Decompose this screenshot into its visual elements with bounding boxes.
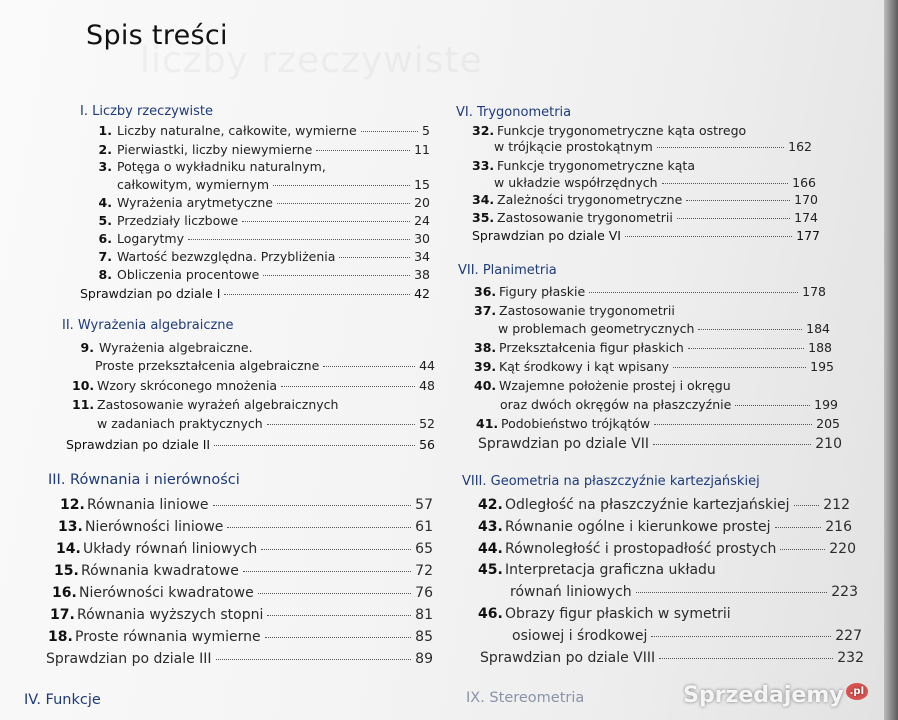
entry-title: Zależności trygonometryczne [497, 192, 683, 207]
entry-number: 3. [98, 159, 112, 174]
dot-leader [216, 659, 412, 660]
entry-title: Pierwiastki, liczby niewymierne [117, 142, 313, 157]
section-heading-1: I. Liczby rzeczywiste [80, 104, 213, 119]
entry-title: Nierówności liniowe [85, 519, 224, 535]
dot-leader [267, 424, 415, 425]
toc-entry-33-line1[interactable] [472, 158, 695, 173]
watermark-text: Sprzedajemy [683, 683, 844, 708]
entry-title: Liczby naturalne, całkowite, wymierne [117, 123, 357, 138]
entry-number: 34. [472, 192, 495, 207]
entry-page: 195 [810, 359, 834, 374]
toc-entry-33[interactable] [494, 175, 816, 190]
section-heading-9: IX. Stereometria [466, 690, 585, 706]
entry-page: 216 [825, 519, 852, 535]
entry-title: Wyrażenia algebraiczne. [99, 340, 253, 355]
entry-number: 33. [472, 158, 495, 173]
entry-number: 4. [98, 195, 112, 210]
dot-leader [316, 150, 410, 151]
entry-page: 24 [414, 213, 430, 228]
dot-leader [589, 292, 798, 293]
dot-leader [214, 445, 415, 446]
dot-leader [273, 185, 410, 186]
entry-page: 11 [414, 142, 430, 157]
dot-leader [794, 505, 820, 506]
entry-title: Potęga o wykładniku naturalnym, [117, 159, 326, 174]
dot-leader [654, 424, 812, 425]
section-heading-7: VII. Planimetria [458, 263, 557, 278]
entry-page: 210 [815, 436, 842, 452]
entry-title: Logarytmy [117, 231, 184, 246]
dot-leader [277, 203, 410, 204]
entry-number: 38. [474, 340, 497, 355]
entry-title: Wartość bezwzględna. Przybliżenia [117, 249, 336, 264]
entry-page: 30 [414, 231, 430, 246]
entry-page: 205 [816, 416, 840, 431]
dot-leader [651, 636, 831, 637]
dot-leader [735, 405, 810, 406]
entry-title: Przedziały liczbowe [117, 213, 239, 228]
test-title: Sprawdzian po dziale VII [478, 436, 649, 452]
entry-page: 166 [792, 175, 816, 190]
entry-number: 13. [58, 519, 83, 535]
toc-entry-2[interactable] [98, 142, 430, 157]
dot-leader [265, 637, 412, 638]
toc-entry-3-line1[interactable] [98, 159, 326, 174]
toc-entry-46-line1[interactable] [478, 606, 731, 622]
entry-page: 72 [415, 563, 433, 579]
entry-number: 2. [98, 142, 112, 157]
entry-page: 65 [415, 541, 433, 557]
entry-number: 42. [478, 497, 503, 513]
toc-entry-7[interactable] [98, 249, 430, 264]
entry-title-continued: oraz dwóch okręgów na płaszczyźnie [500, 397, 732, 412]
entry-page: 34 [414, 249, 430, 264]
dot-leader [659, 658, 833, 659]
toc-entry-3[interactable] [117, 177, 430, 192]
toc-test-2[interactable] [66, 437, 435, 452]
section-heading-8: VIII. Geometria na płaszczyźnie kartezjańskiej [462, 474, 760, 489]
entry-title: Wzajemne położenie prostej i okręgu [499, 378, 731, 393]
entry-page: 15 [414, 177, 430, 192]
entry-title-continued: w układzie współrzędnych [494, 175, 658, 190]
section-heading-3: III. Równania i nierówności [48, 472, 240, 488]
entry-title: Funkcje trygonometryczne kąta ostrego [497, 123, 747, 138]
entry-page: 170 [794, 192, 818, 207]
entry-number: 32. [472, 123, 495, 138]
entry-page: 42 [414, 286, 430, 301]
toc-entry-8[interactable] [98, 267, 430, 282]
entry-title: Odległość na płaszczyźnie kartezjańskiej [505, 497, 790, 513]
toc-test-1[interactable] [80, 286, 430, 301]
entry-title-continued: osiowej i środkowej [512, 628, 648, 644]
toc-entry-36[interactable] [474, 284, 826, 299]
entry-number: 36. [474, 284, 497, 299]
dot-leader [688, 348, 804, 349]
entry-page: 199 [814, 397, 838, 412]
toc-entry-5[interactable] [98, 213, 430, 228]
entry-page: 38 [414, 267, 430, 282]
entry-title: Zastosowanie trygonometrii [497, 210, 673, 225]
toc-entry-11[interactable] [97, 416, 435, 431]
entry-number: 44. [478, 541, 503, 557]
entry-page: 223 [831, 584, 858, 600]
watermark-suffix: .pl [846, 683, 868, 700]
dot-leader [662, 183, 789, 184]
entry-title: Zastosowanie trygonometrii [499, 303, 675, 318]
entry-number: 15. [54, 563, 79, 579]
entry-title-continued: całkowitym, wymiernym [117, 177, 270, 192]
entry-title: Obrazy figur płaskich w symetrii [505, 606, 731, 622]
section-heading-2: II. Wyrażenia algebraiczne [62, 318, 234, 333]
dot-leader [361, 131, 418, 132]
toc-entry-42[interactable] [478, 497, 850, 513]
watermark [683, 683, 868, 708]
entry-number: 18. [48, 629, 73, 645]
entry-title-continued: równań liniowych [510, 584, 632, 600]
test-title: Sprawdzian po dziale II [66, 437, 211, 452]
toc-entry-15[interactable] [54, 563, 433, 579]
dot-leader [224, 294, 410, 295]
entry-title: Układy równań liniowych [83, 541, 258, 557]
entry-number: 43. [478, 519, 503, 535]
toc-entry-37-line1[interactable] [474, 303, 675, 318]
toc-entry-45[interactable] [510, 584, 858, 600]
entry-number: 9. [80, 340, 94, 355]
entry-number: 10. [72, 378, 95, 393]
entry-number: 40. [474, 378, 497, 393]
toc-entry-46[interactable] [512, 628, 862, 644]
entry-number: 1. [98, 123, 112, 138]
entry-page: 178 [802, 284, 826, 299]
entry-title: Przekształcenia figur płaskich [499, 340, 684, 355]
entry-title: Figury płaskie [499, 284, 586, 299]
toc-entry-41[interactable] [476, 416, 840, 431]
toc-entry-43[interactable] [478, 519, 852, 535]
dot-leader [261, 549, 411, 550]
entry-title: Zastosowanie wyrażeń algebraicznych [97, 397, 339, 412]
toc-entry-34[interactable] [472, 192, 818, 207]
entry-number: 16. [52, 585, 77, 601]
entry-number: 17. [50, 607, 75, 623]
toc-test-7[interactable] [478, 436, 842, 452]
entry-title: Wzory skróconego mnożenia [97, 378, 278, 393]
dot-leader [625, 236, 792, 237]
entry-number: 7. [98, 249, 112, 264]
toc-entry-39[interactable] [474, 359, 834, 374]
entry-page: 81 [415, 607, 433, 623]
entry-page: 162 [788, 139, 812, 154]
toc-entry-45-line1[interactable] [478, 562, 716, 578]
toc-entry-10[interactable] [72, 378, 435, 393]
entry-title: Obliczenia procentowe [117, 267, 260, 282]
entry-title-continued: w zadaniach praktycznych [97, 416, 263, 431]
toc-test-6[interactable] [472, 228, 820, 243]
entry-title-continued: w trójkącie prostokątnym [494, 139, 653, 154]
dot-leader [698, 329, 802, 330]
entry-page: 48 [419, 378, 435, 393]
entry-number: 45. [478, 562, 503, 578]
section-heading-4: IV. Funkcje [24, 692, 101, 708]
entry-page: 177 [796, 228, 820, 243]
entry-title: Kąt środkowy i kąt wpisany [499, 359, 670, 374]
dot-leader [657, 147, 784, 148]
dot-leader [213, 505, 412, 506]
dot-leader [243, 571, 411, 572]
toc-entry-12[interactable] [60, 497, 433, 513]
toc-entry-40-line1[interactable] [474, 378, 731, 393]
entry-number: 11. [72, 397, 95, 412]
toc-entry-16[interactable] [52, 585, 433, 601]
entry-title: Równania wyższych stopni [77, 607, 264, 623]
dot-leader [188, 239, 410, 240]
entry-title: Równanie ogólne i kierunkowe prostej [505, 519, 771, 535]
dot-leader [653, 444, 811, 445]
dot-leader [339, 257, 410, 258]
entry-page: 20 [414, 195, 430, 210]
toc-entry-44[interactable] [478, 541, 856, 557]
toc-entry-38[interactable] [474, 340, 832, 355]
toc-entry-1[interactable] [98, 123, 430, 138]
dot-leader [636, 592, 828, 593]
dot-leader [780, 549, 825, 550]
dot-leader [775, 527, 822, 528]
test-title: Sprawdzian po dziale VI [472, 228, 621, 243]
entry-page: 5 [422, 123, 430, 138]
dot-leader [673, 367, 806, 368]
entry-title: Proste równania wymierne [75, 629, 261, 645]
entry-page: 89 [415, 651, 433, 667]
dot-leader [686, 200, 790, 201]
entry-title: Wyrażenia arytmetyczne [117, 195, 273, 210]
entry-title-continued: Proste przekształcenia algebraiczne [95, 358, 320, 373]
entry-page: 76 [415, 585, 433, 601]
entry-number: 6. [98, 231, 112, 246]
entry-page: 52 [419, 416, 435, 431]
toc-test-8[interactable] [480, 650, 864, 666]
page-title: Spis treści [86, 20, 228, 51]
dot-leader [323, 366, 415, 367]
dot-leader [263, 275, 410, 276]
toc-entry-32[interactable] [494, 139, 812, 154]
entry-title: Nierówności kwadratowe [79, 585, 254, 601]
entry-title: Równania kwadratowe [81, 563, 239, 579]
dot-leader [258, 593, 411, 594]
dot-leader [677, 218, 790, 219]
dot-leader [242, 221, 410, 222]
test-title: Sprawdzian po dziale VIII [480, 650, 656, 666]
entry-title: Funkcje trygonometryczne kąta [497, 158, 695, 173]
entry-number: 12. [60, 497, 85, 513]
entry-page: 61 [415, 519, 433, 535]
toc-entry-37[interactable] [498, 321, 830, 336]
entry-page: 220 [829, 541, 856, 557]
dot-leader [281, 386, 415, 387]
dot-leader [267, 615, 411, 616]
test-title: Sprawdzian po dziale III [46, 651, 212, 667]
toc-entry-40[interactable] [500, 397, 838, 412]
entry-page: 227 [835, 628, 862, 644]
toc-entry-32-line1[interactable] [472, 123, 746, 138]
toc-entry-13[interactable] [58, 519, 433, 535]
toc-entry-4[interactable] [98, 195, 430, 210]
entry-number: 8. [98, 267, 112, 282]
entry-title: Równania liniowe [87, 497, 209, 513]
toc-entry-6[interactable] [98, 231, 430, 246]
entry-number: 37. [474, 303, 497, 318]
entry-page: 174 [794, 210, 818, 225]
entry-title: Podobieństwo trójkątów [501, 416, 651, 431]
entry-title: Równoległość i prostopadłość prostych [505, 541, 777, 557]
toc-test-3[interactable] [46, 651, 433, 667]
entry-page: 184 [806, 321, 830, 336]
entry-number: 35. [472, 210, 495, 225]
entry-page: 44 [419, 358, 435, 373]
toc-entry-18[interactable] [48, 629, 433, 645]
test-title: Sprawdzian po dziale I [80, 286, 221, 301]
entry-page: 85 [415, 629, 433, 645]
entry-page: 232 [837, 650, 864, 666]
toc-entry-17[interactable] [50, 607, 433, 623]
entry-title: Interpretacja graficzna układu [505, 562, 716, 578]
entry-number: 39. [474, 359, 497, 374]
toc-entry-9[interactable] [95, 358, 435, 373]
entry-page: 188 [808, 340, 832, 355]
entry-number: 14. [56, 541, 81, 557]
toc-entry-35[interactable] [472, 210, 818, 225]
entry-number: 5. [98, 213, 112, 228]
entry-title-continued: w problemach geometrycznych [498, 321, 695, 336]
book-binding-shadow [884, 0, 898, 720]
toc-entry-14[interactable] [56, 541, 433, 557]
entry-page: 57 [415, 497, 433, 513]
toc-entry-11-line1[interactable] [72, 397, 338, 412]
entry-page: 212 [823, 497, 850, 513]
entry-number: 41. [476, 416, 499, 431]
dot-leader [227, 527, 411, 528]
entry-page: 56 [419, 437, 435, 452]
entry-number: 46. [478, 606, 503, 622]
section-heading-6: VI. Trygonometria [456, 105, 572, 120]
toc-entry-9-line1[interactable] [80, 340, 253, 355]
